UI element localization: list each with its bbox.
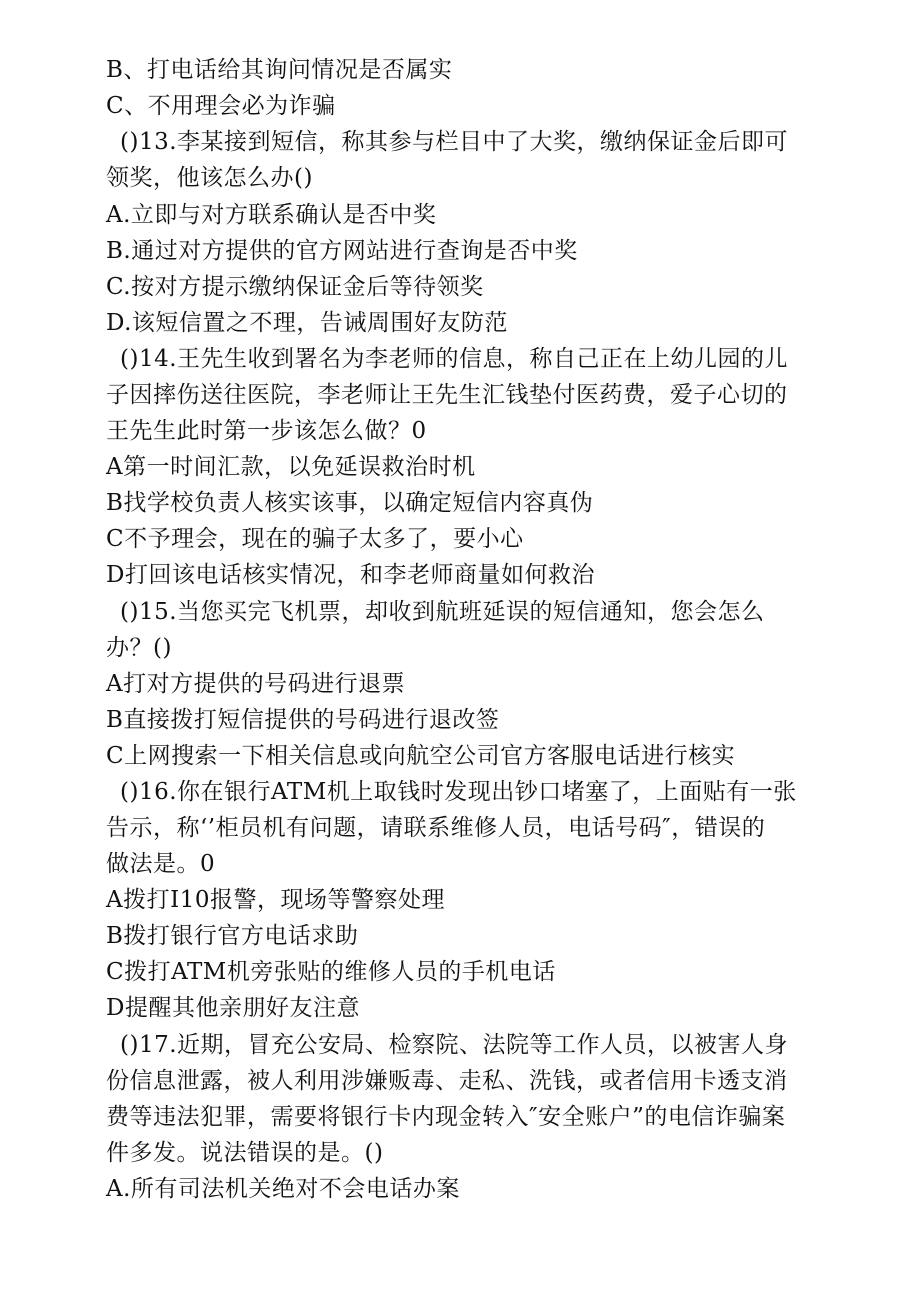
option-line: D提醒其他亲朋好友注意: [106, 995, 360, 1021]
question-line: ()13.李某接到短信，称其参与栏目中了大奖，缴纳保证金后即可: [120, 129, 789, 155]
option-line: C拨打ATM机旁张贴的维修人员的手机电话: [106, 959, 556, 985]
option-line: B直接拨打短信提供的号码进行退改签: [106, 707, 500, 733]
question-continuation-line: 件多发。说法错误的是。(): [106, 1140, 384, 1166]
question-continuation-line: 王先生此时第一步该怎么做？0: [106, 418, 427, 444]
option-line: D.该短信置之不理，告诫周围好友防范: [106, 310, 508, 336]
question-line: ()15.当您买完飞机票，却收到航班延误的短信通知，您会怎么: [120, 599, 765, 625]
option-line: C.按对方提示缴纳保证金后等待领奖: [106, 274, 484, 300]
option-line: A拨打I10报警，现场等警察处理: [106, 887, 445, 913]
option-line: D打回该电话核实情况，和李老师商量如何救治: [106, 562, 595, 588]
option-line: B找学校负责人核实该事，以确定短信内容真伪: [106, 490, 594, 516]
question-line: ()17.近期，冒充公安局、检察院、法院等工作人员，以被害人身: [120, 1032, 789, 1058]
question-continuation-line: 办？(): [106, 635, 172, 661]
option-line: B、打电话给其询问情况是否属实: [106, 57, 453, 83]
question-line: ()16.你在银行ATM机上取钱时发现出钞口堵塞了，上面贴有一张: [120, 779, 797, 805]
question-line: ()14.王先生收到署名为李老师的信息，称自己正在上幼儿园的儿: [120, 346, 789, 372]
option-line: B拨打银行官方电话求助: [106, 923, 359, 949]
option-line: A打对方提供的号码进行退票: [106, 671, 406, 697]
option-line: A.立即与对方联系确认是否中奖: [106, 202, 437, 228]
option-line: C不予理会，现在的骗子太多了，要小心: [106, 526, 524, 552]
question-continuation-line: 领奖，他该怎么办(): [106, 165, 313, 191]
question-continuation-line: 告示，称‘’柜员机有问题，请联系维修人员，电话号码″，错误的: [106, 815, 766, 841]
option-line: A.所有司法机关绝对不会电话办案: [106, 1176, 460, 1202]
question-continuation-line: 份信息泄露，被人利用涉嫌贩毒、走私、洗钱，或者信用卡透支消: [106, 1068, 788, 1094]
option-line: A第一时间汇款，以免延误救治时机: [106, 454, 476, 480]
option-line: C、不用理会必为诈骗: [106, 93, 336, 119]
question-continuation-line: 做法是。0: [106, 851, 216, 877]
option-line: C上网搜索一下相关信息或向航空公司官方客服电话进行核实: [106, 743, 736, 769]
option-line: B.通过对方提供的官方网站进行查询是否中奖: [106, 238, 578, 264]
question-continuation-line: 费等违法犯罪，需要将银行卡内现金转入″安全账户”的电信诈骗案: [106, 1104, 786, 1130]
question-continuation-line: 子因摔伤送往医院，李老师让王先生汇钱垫付医药费，爱子心切的: [106, 382, 788, 408]
